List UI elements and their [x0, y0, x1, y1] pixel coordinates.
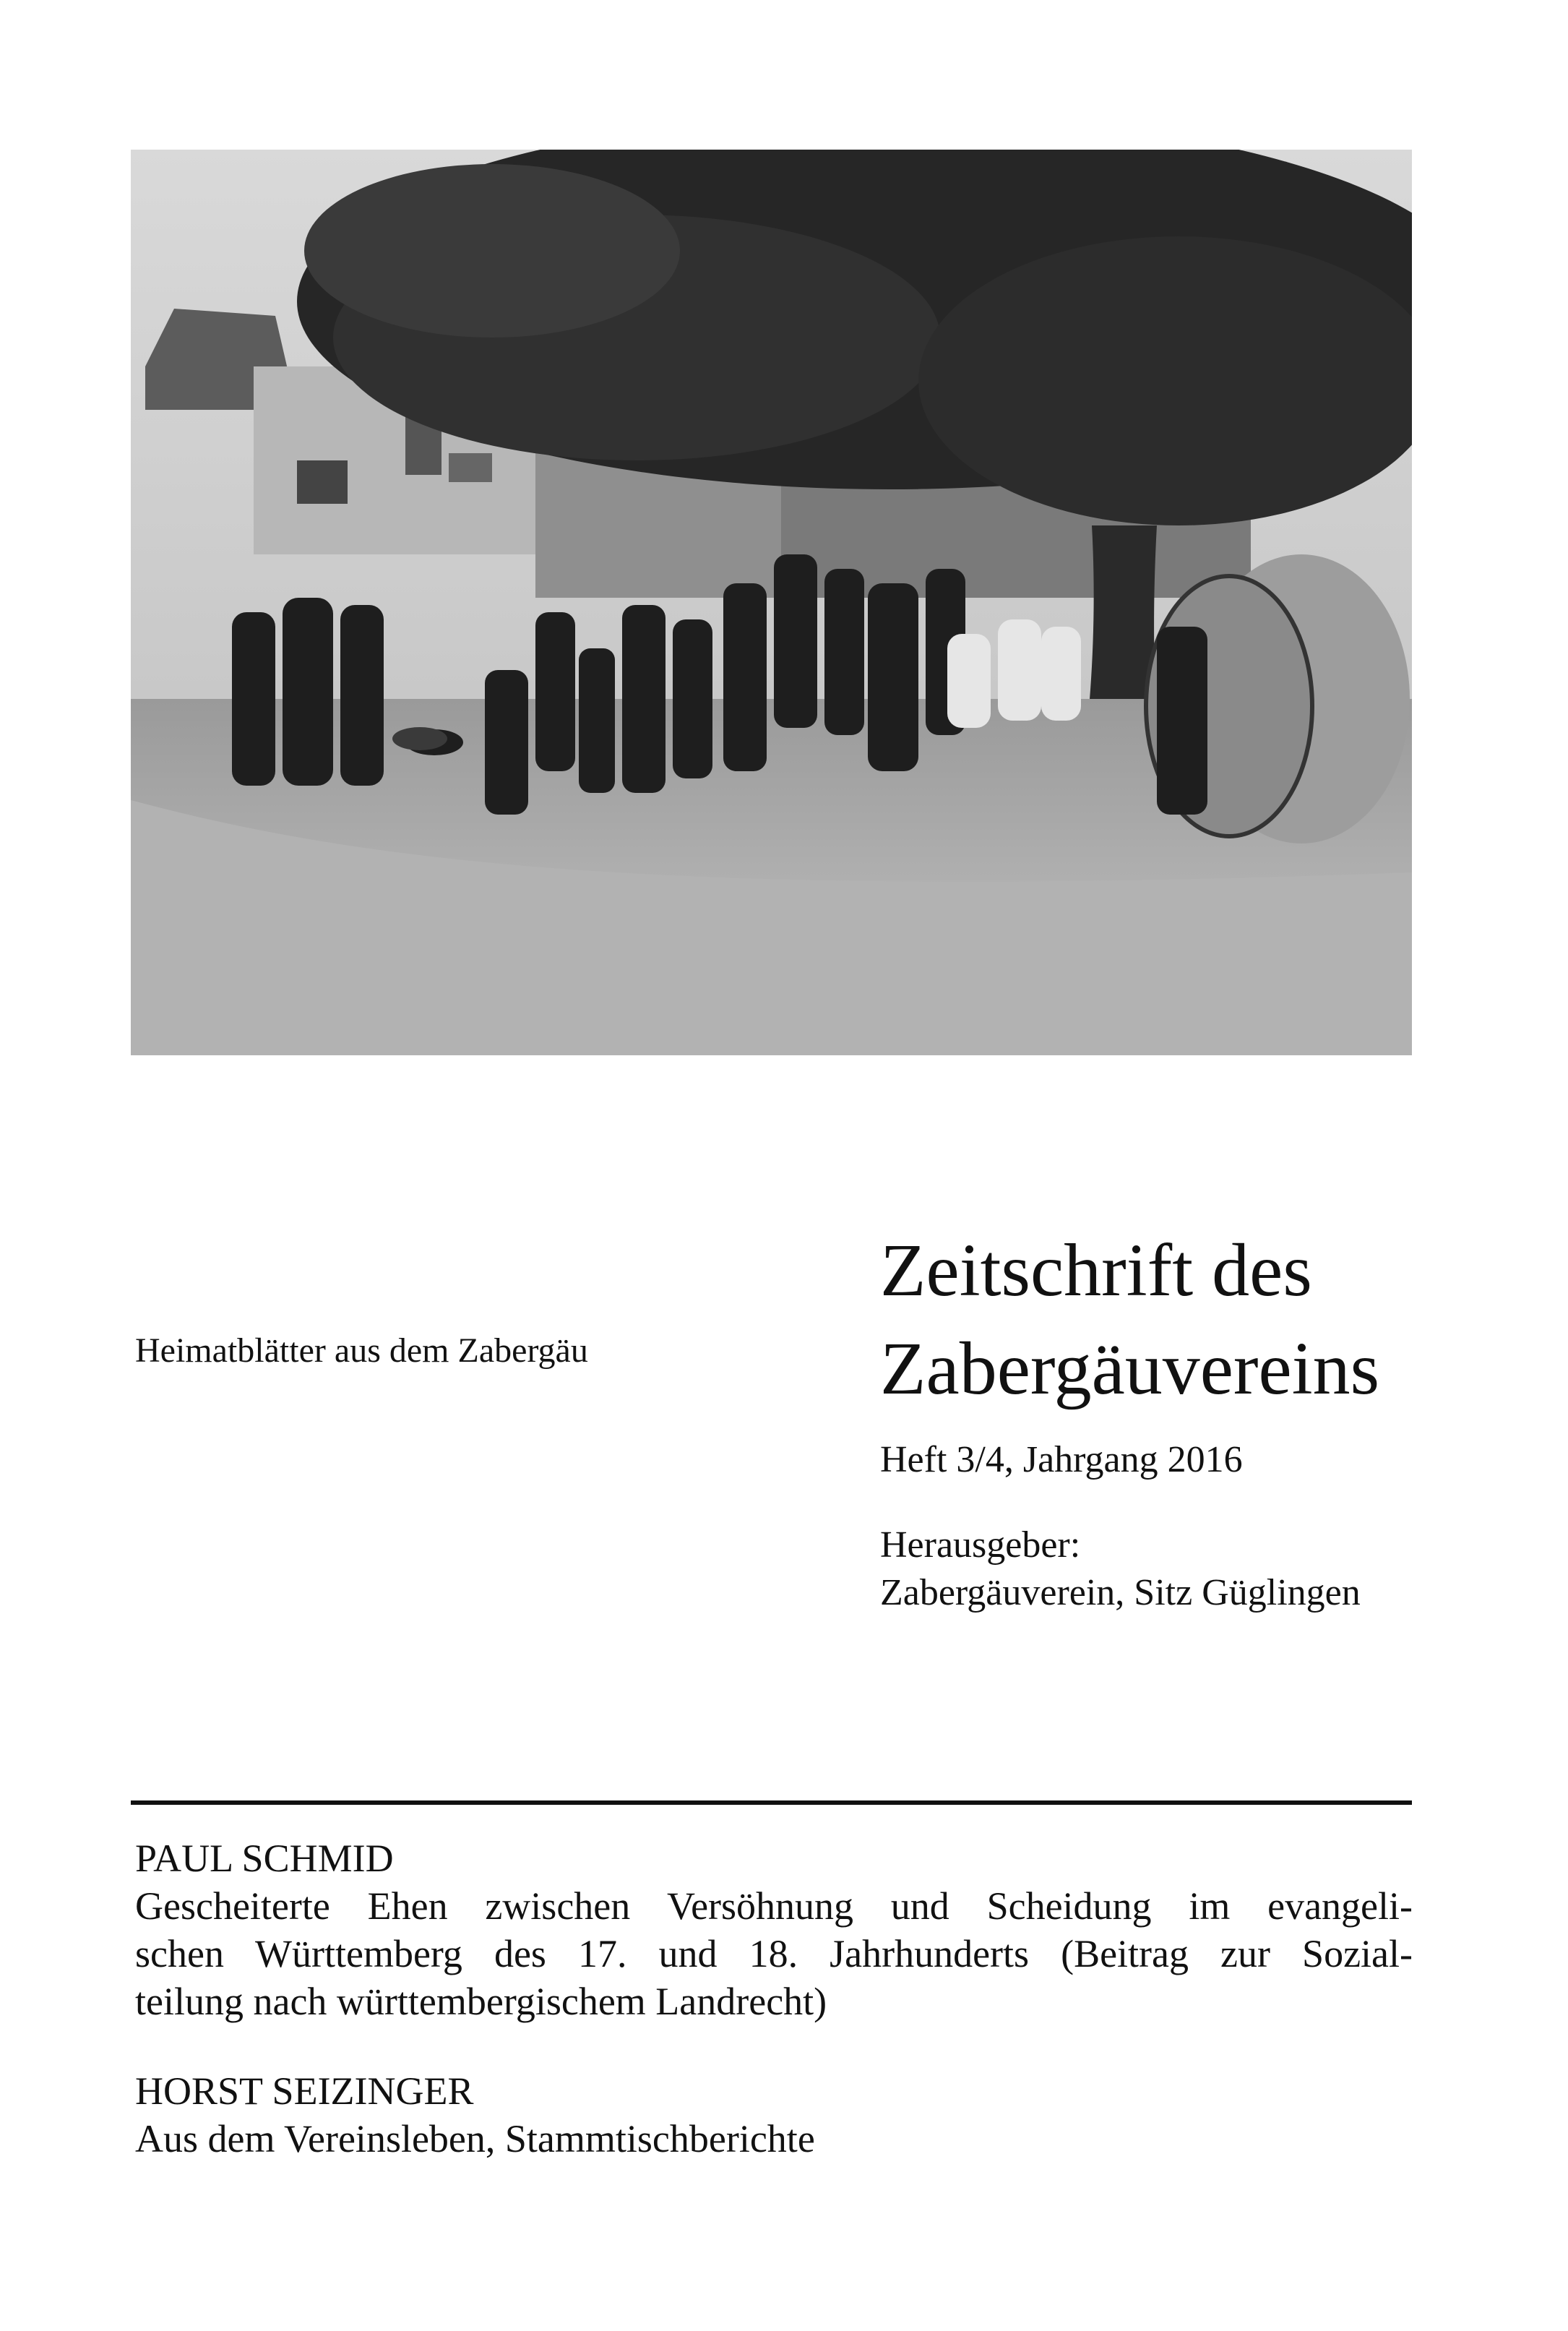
journal-title-line-1: Zeitschrift des: [880, 1229, 1312, 1312]
subtitle: Heimatblätter aus dem Zabergäu: [135, 1331, 588, 1370]
journal-title-line-2: Zabergäuvereins: [880, 1327, 1380, 1410]
divider-rule: [131, 1800, 1412, 1805]
historic-village-photo-icon: [131, 150, 1412, 1055]
article-title-line: Aus dem Vereinsleben, Stammtischberichte: [135, 2117, 815, 2160]
publisher-name: Zabergäuverein, Sitz Güglingen: [880, 1572, 1361, 1613]
issue-info: Heft 3/4, Jahrgang 2016: [880, 1439, 1243, 1480]
publisher-label: Herausgeber:: [880, 1524, 1081, 1566]
journal-title: [880, 1222, 1379, 1418]
cover-photo: [131, 150, 1412, 1055]
publisher-block: [880, 1521, 1361, 1617]
article-title-line: Gescheiterte Ehen zwischen Versöhnung und Scheidung im evangeli-: [135, 1884, 1413, 1928]
article-entry: [135, 1834, 1413, 2025]
article-title-line: schen Württemberg des 17. und 18. Jahrhunderts (Beitrag zur Sozial-: [135, 1932, 1413, 1975]
article-title-line: teilung nach württembergischem Landrecht): [135, 1980, 827, 2023]
article-entry: [135, 2067, 1413, 2163]
article-author: PAUL SCHMID: [135, 1837, 394, 1880]
article-author: HORST SEIZINGER: [135, 2069, 474, 2113]
